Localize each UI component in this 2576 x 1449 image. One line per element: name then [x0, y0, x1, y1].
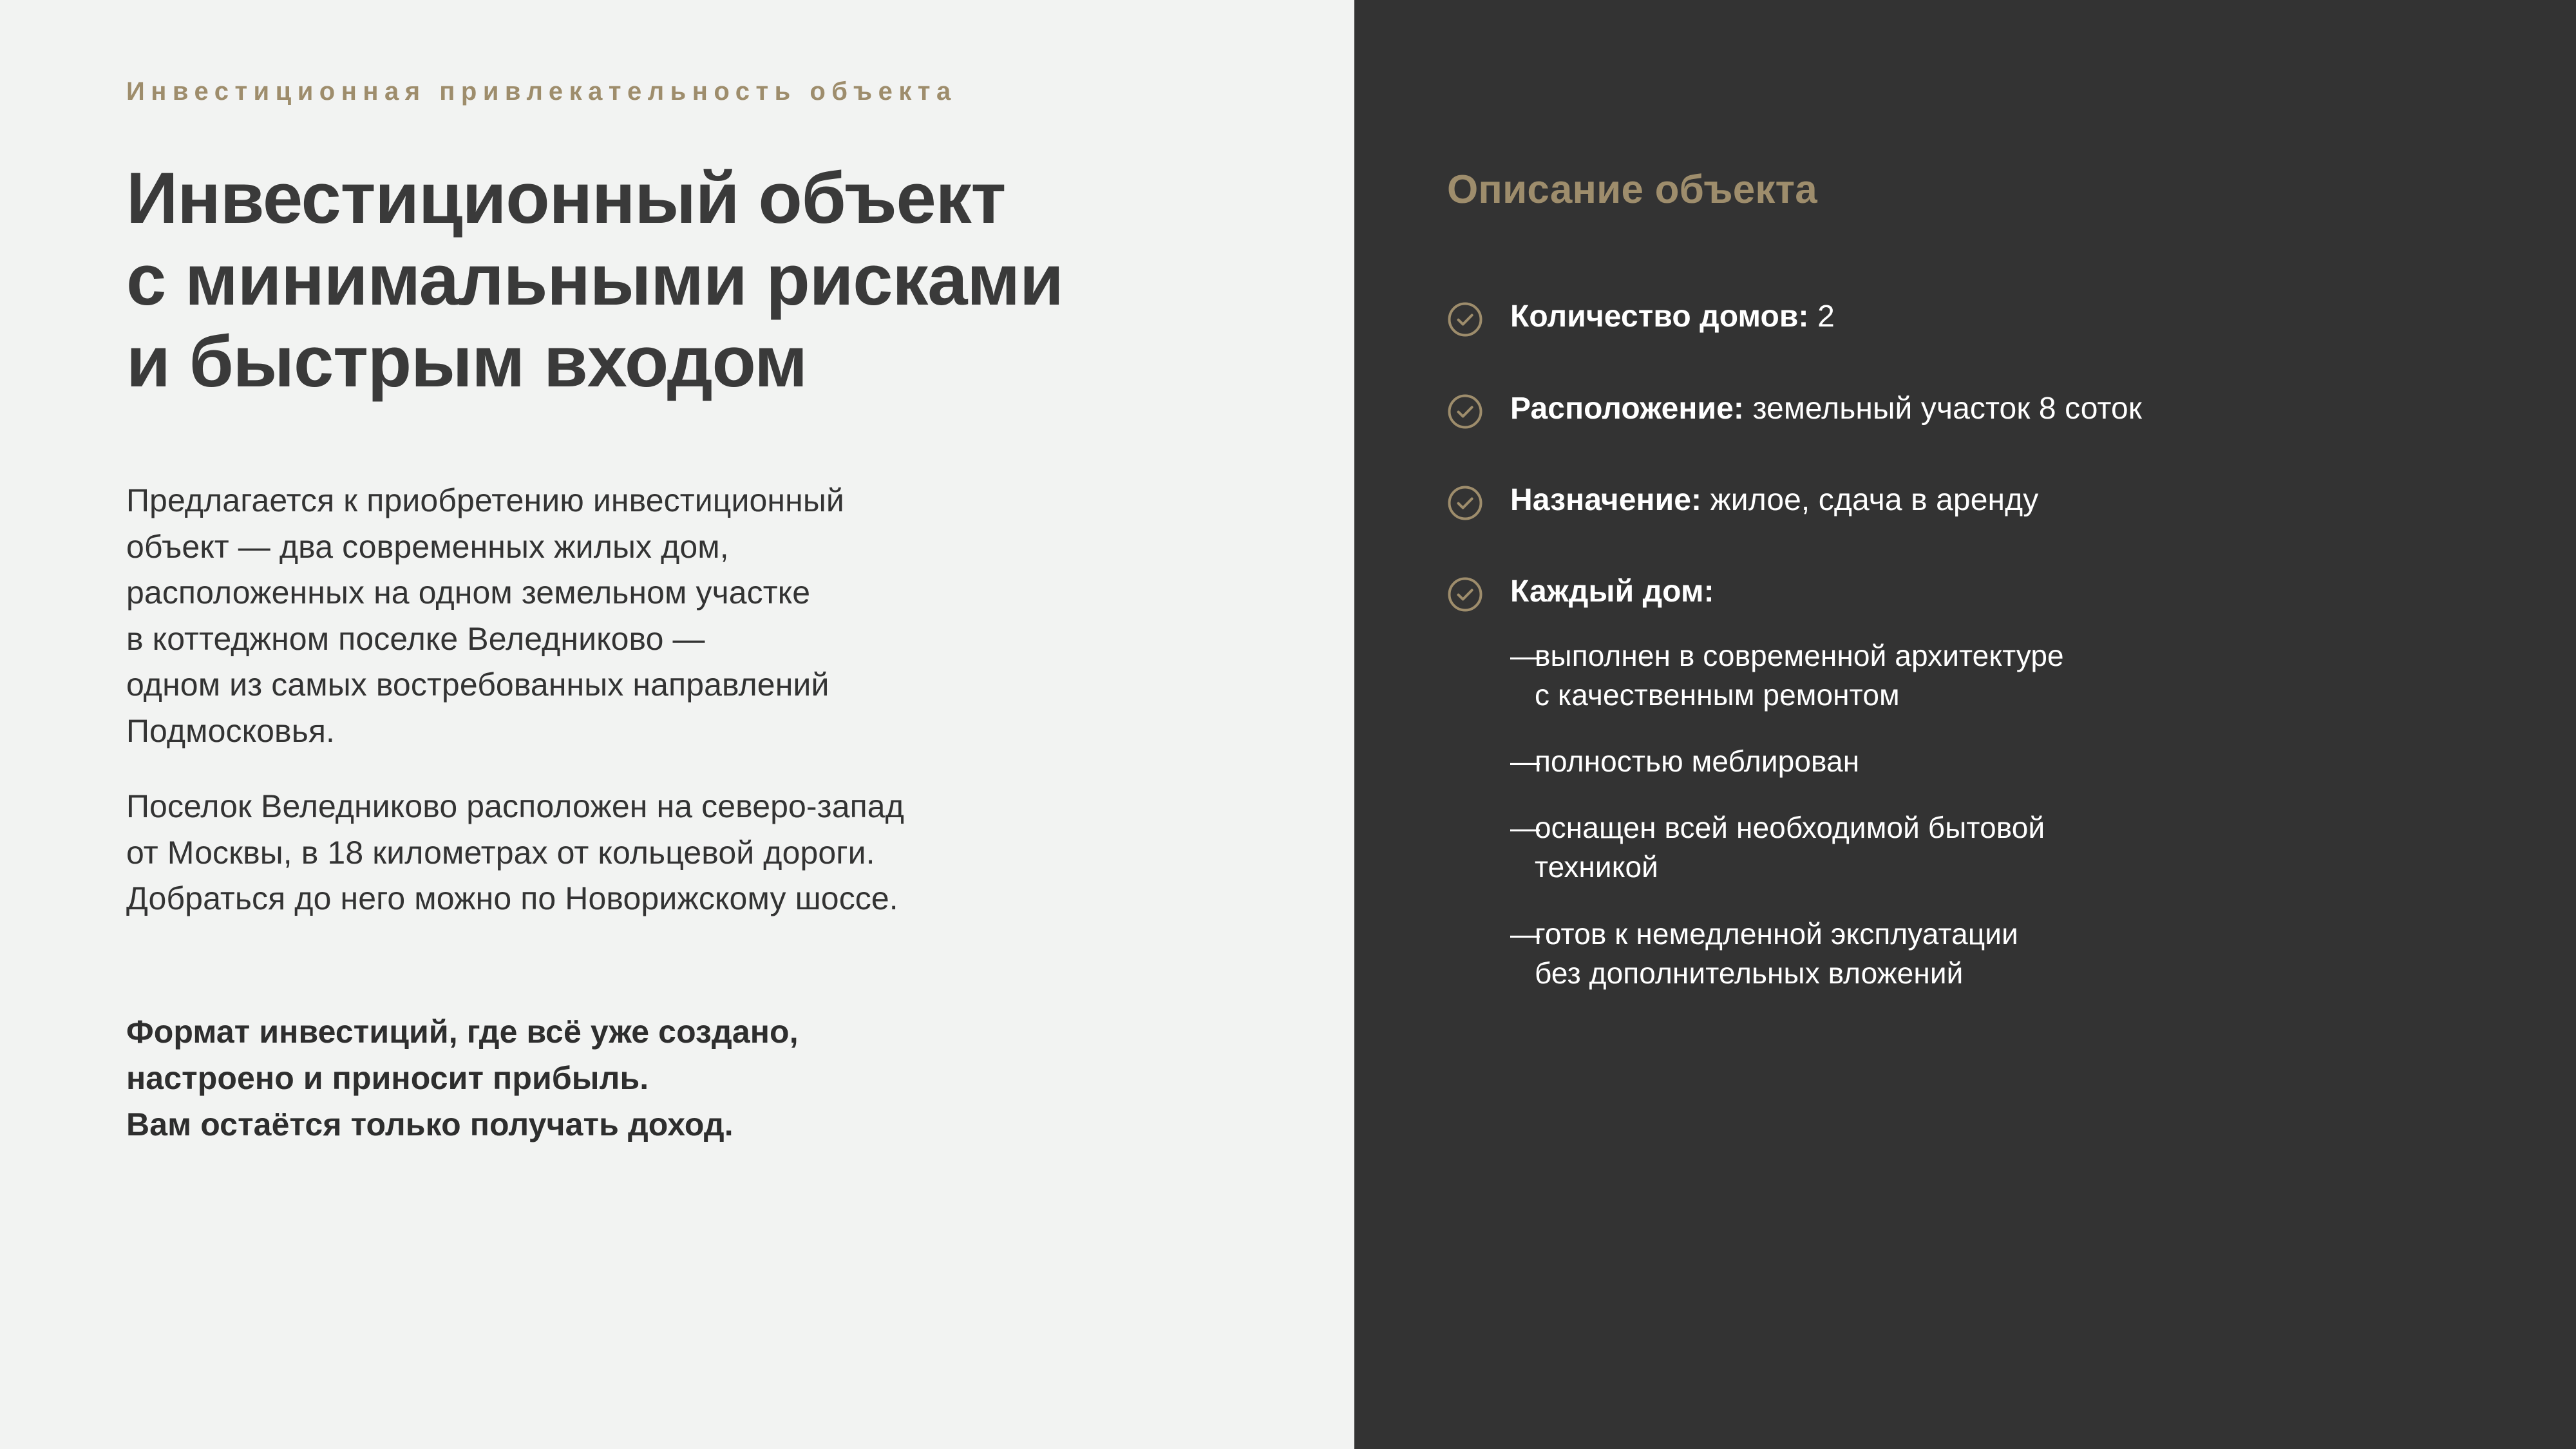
paragraph-line: Предлагается к приобретению инвестиционный [126, 482, 844, 519]
list-item-body [1510, 296, 2499, 337]
list-item-text [1535, 636, 2499, 715]
list-item-body [1510, 388, 2499, 430]
list-item-value: земельный участок 8 соток [1744, 391, 2142, 426]
list-item [1510, 914, 2499, 993]
closing-line: Вам остаётся только получать доход. [126, 1106, 734, 1142]
panel-title: Описание объекта [1447, 167, 1817, 212]
closing-statement [126, 1009, 1232, 1148]
sub-line: оснащен всей необходимой бытовой [1535, 811, 2045, 845]
sub-line: техникой [1535, 850, 1658, 884]
paragraph-line: расположенных на одном земельном участке [126, 574, 811, 611]
headline-line: Инвестиционный объект [126, 158, 1006, 238]
list-item-value: жилое, сдача в аренду [1701, 483, 2039, 518]
page-title [126, 157, 1232, 402]
list-item-text [1510, 388, 2499, 430]
dash-bullet: — [1510, 811, 1540, 845]
headline-line: и быстрым входом [126, 321, 807, 402]
list-item-text [1535, 742, 2499, 781]
paragraph-line: в коттеджном поселке Веледниково — [126, 620, 705, 657]
circle-check-icon [1447, 393, 1483, 430]
list-item-label: Каждый дом: [1510, 574, 1714, 609]
body-text-block [126, 478, 1232, 1148]
eyebrow-label: Инвестиционная привлекательность объекта [126, 77, 957, 106]
list-item [1510, 808, 2499, 887]
list-item [1447, 388, 2499, 430]
list-item [1447, 480, 2499, 521]
circle-check-icon [1447, 485, 1483, 521]
paragraph-line: одном из самых востребованных направлений [126, 667, 829, 703]
dash-bullet: — [1510, 916, 1540, 951]
list-item-text [1535, 914, 2499, 993]
paragraph-line: объект — два современных жилых дом, [126, 528, 729, 565]
closing-line: Формат инвестиций, где всё уже создано, [126, 1013, 799, 1050]
sub-line: выполнен в современной архитектуре [1535, 638, 2064, 672]
paragraph-location [126, 784, 1232, 922]
list-item-label: Расположение: [1510, 391, 1745, 426]
list-item-value: 2 [1808, 299, 1835, 334]
list-item-text [1510, 571, 2499, 612]
list-item-text [1535, 808, 2499, 887]
object-description-panel [1354, 0, 2576, 1449]
house-feature-list [1510, 636, 2499, 993]
list-item-text [1510, 480, 2499, 521]
sub-line: готов к немедленной эксплуатации [1535, 916, 2018, 951]
paragraph-line: от Москвы, в 18 километрах от кольцевой дороги. [126, 834, 875, 871]
paragraph-line: Поселок Веледниково расположен на северо-запад [126, 788, 904, 825]
dash-bullet: — [1510, 744, 1540, 778]
paragraph-line: Подмосковья. [126, 712, 336, 749]
object-spec-list [1447, 296, 2499, 992]
list-item-label: Количество домов: [1510, 299, 1809, 334]
paragraph-intro [126, 478, 1232, 754]
circle-check-icon [1447, 301, 1483, 337]
list-item [1447, 296, 2499, 337]
list-item-body [1510, 571, 2499, 993]
sub-line: без дополнительных вложений [1535, 956, 1964, 990]
dash-bullet: — [1510, 638, 1540, 672]
headline-line: с минимальными рисками [126, 240, 1063, 321]
list-item-text [1510, 296, 2499, 337]
closing-line: настроено и приносит прибыль. [126, 1059, 649, 1096]
list-item [1510, 742, 2499, 781]
sub-line: с качественным ремонтом [1535, 677, 1900, 712]
list-item-label: Назначение: [1510, 483, 1702, 518]
sub-line: полностью меблирован [1535, 744, 1860, 778]
list-item [1447, 571, 2499, 993]
circle-check-icon [1447, 576, 1483, 612]
paragraph-line: Добраться до него можно по Новорижскому шоссе. [126, 880, 898, 917]
list-item-body [1510, 480, 2499, 521]
list-item [1510, 636, 2499, 715]
